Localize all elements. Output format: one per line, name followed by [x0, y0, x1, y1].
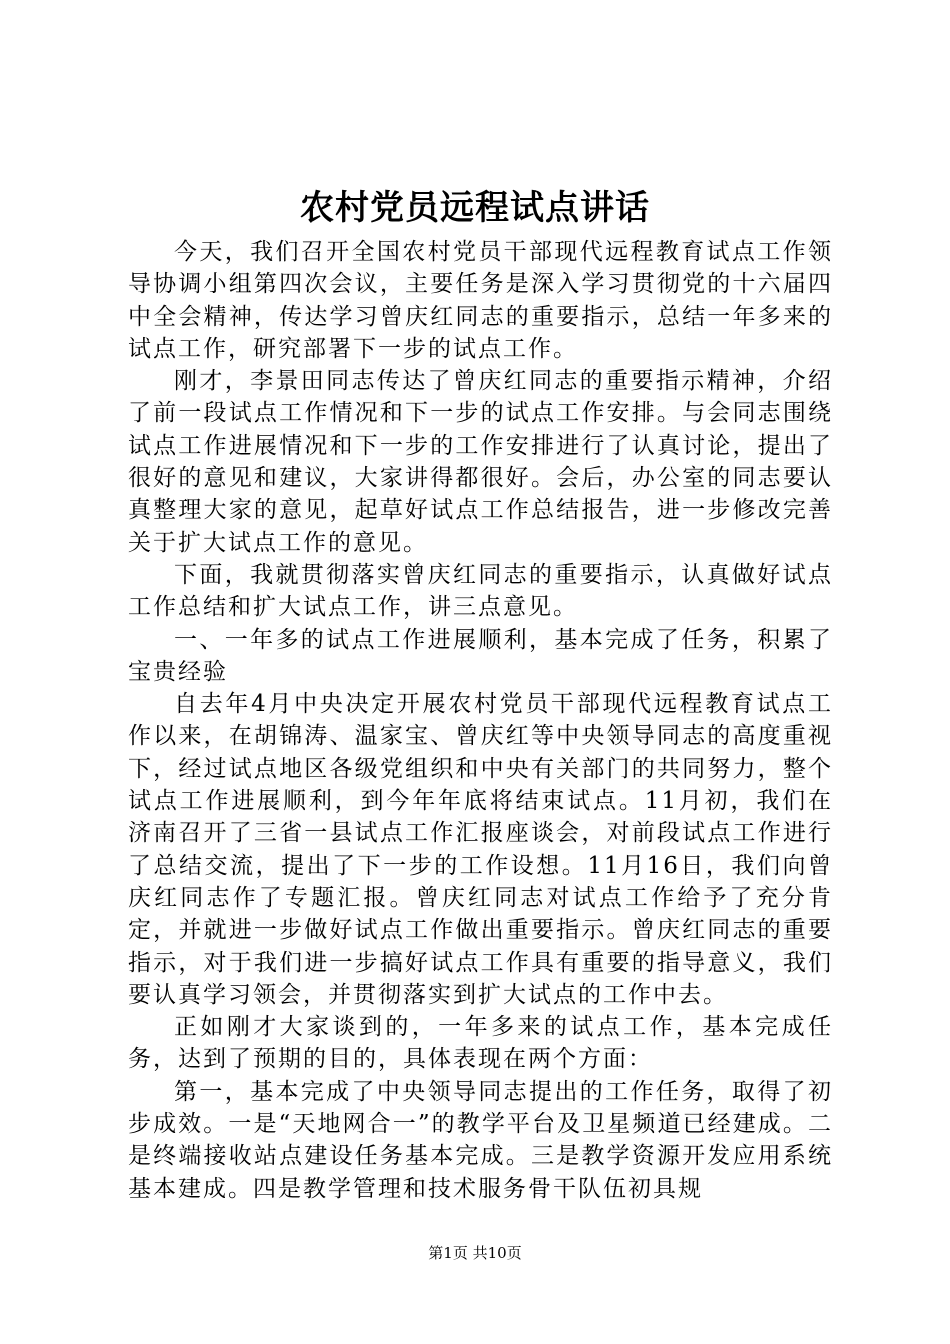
section-heading: 一、一年多的试点工作进展顺利，基本完成了任务，积累了宝贵经验	[128, 626, 833, 685]
document-body	[128, 236, 833, 1205]
page-footer: 第1页 共10页	[428, 1244, 522, 1262]
paragraph: 第一，基本完成了中央领导同志提出的工作任务，取得了初步成效。一是“天地网合一”的教学平台及卫星频道已经建成。二是终端接收站点建设任务基本完成。三是教学资源开发应用系统基本建成。四是教学管理和技术服务骨干队伍初具规	[128, 1078, 833, 1202]
paragraph: 刚才，李景田同志传达了曾庆红同志的重要指示精神，介绍了前一段试点工作情况和下一步的试点工作安排。与会同志围绕试点工作进展情况和下一步的工作安排进行了认真讨论，提出了很好的意见和建议，大家讲得都很好。会后，办公室的同志要认真整理大家的意见，起草好试点工作总结报告，进一步修改完善关于扩大试点工作的意见。	[128, 368, 833, 556]
paragraph: 自去年4月中央决定开展农村党员干部现代远程教育试点工作以来，在胡锦涛、温家宝、曾庆红等中央领导同志的高度重视下，经过试点地区各级党组织和中央有关部门的共同努力，整个试点工作进展顺利，到今年年底将结束试点。11月初，我们在济南召开了三省一县试点工作汇报座谈会，对前段试点工作进行了总结交流，提出了下一步的工作设想。11月16日，我们向曾庆红同志作了专题汇报。曾庆红同志对试点工作给予了充分肯定，并就进一步做好试点工作做出重要指示。曾庆红同志的重要指示，对于我们进一步搞好试点工作具有重要的指导意义，我们要认真学习领会，并贯彻落实到扩大试点的工作中去。	[128, 691, 833, 1008]
paragraph: 下面，我就贯彻落实曾庆红同志的重要指示，认真做好试点工作总结和扩大试点工作，讲三点意见。	[128, 561, 833, 621]
paragraph: 正如刚才大家谈到的，一年多来的试点工作，基本完成任务，达到了预期的目的，具体表现在两个方面：	[128, 1014, 833, 1073]
paragraph: 今天，我们召开全国农村党员干部现代远程教育试点工作领导协调小组第四次会议，主要任务是深入学习贯彻党的十六届四中全会精神，传达学习曾庆红同志的重要指示，总结一年多来的试点工作，研究部署下一步的试点工作。	[128, 239, 833, 362]
document-title: 农村党员远程试点讲话	[300, 188, 650, 228]
